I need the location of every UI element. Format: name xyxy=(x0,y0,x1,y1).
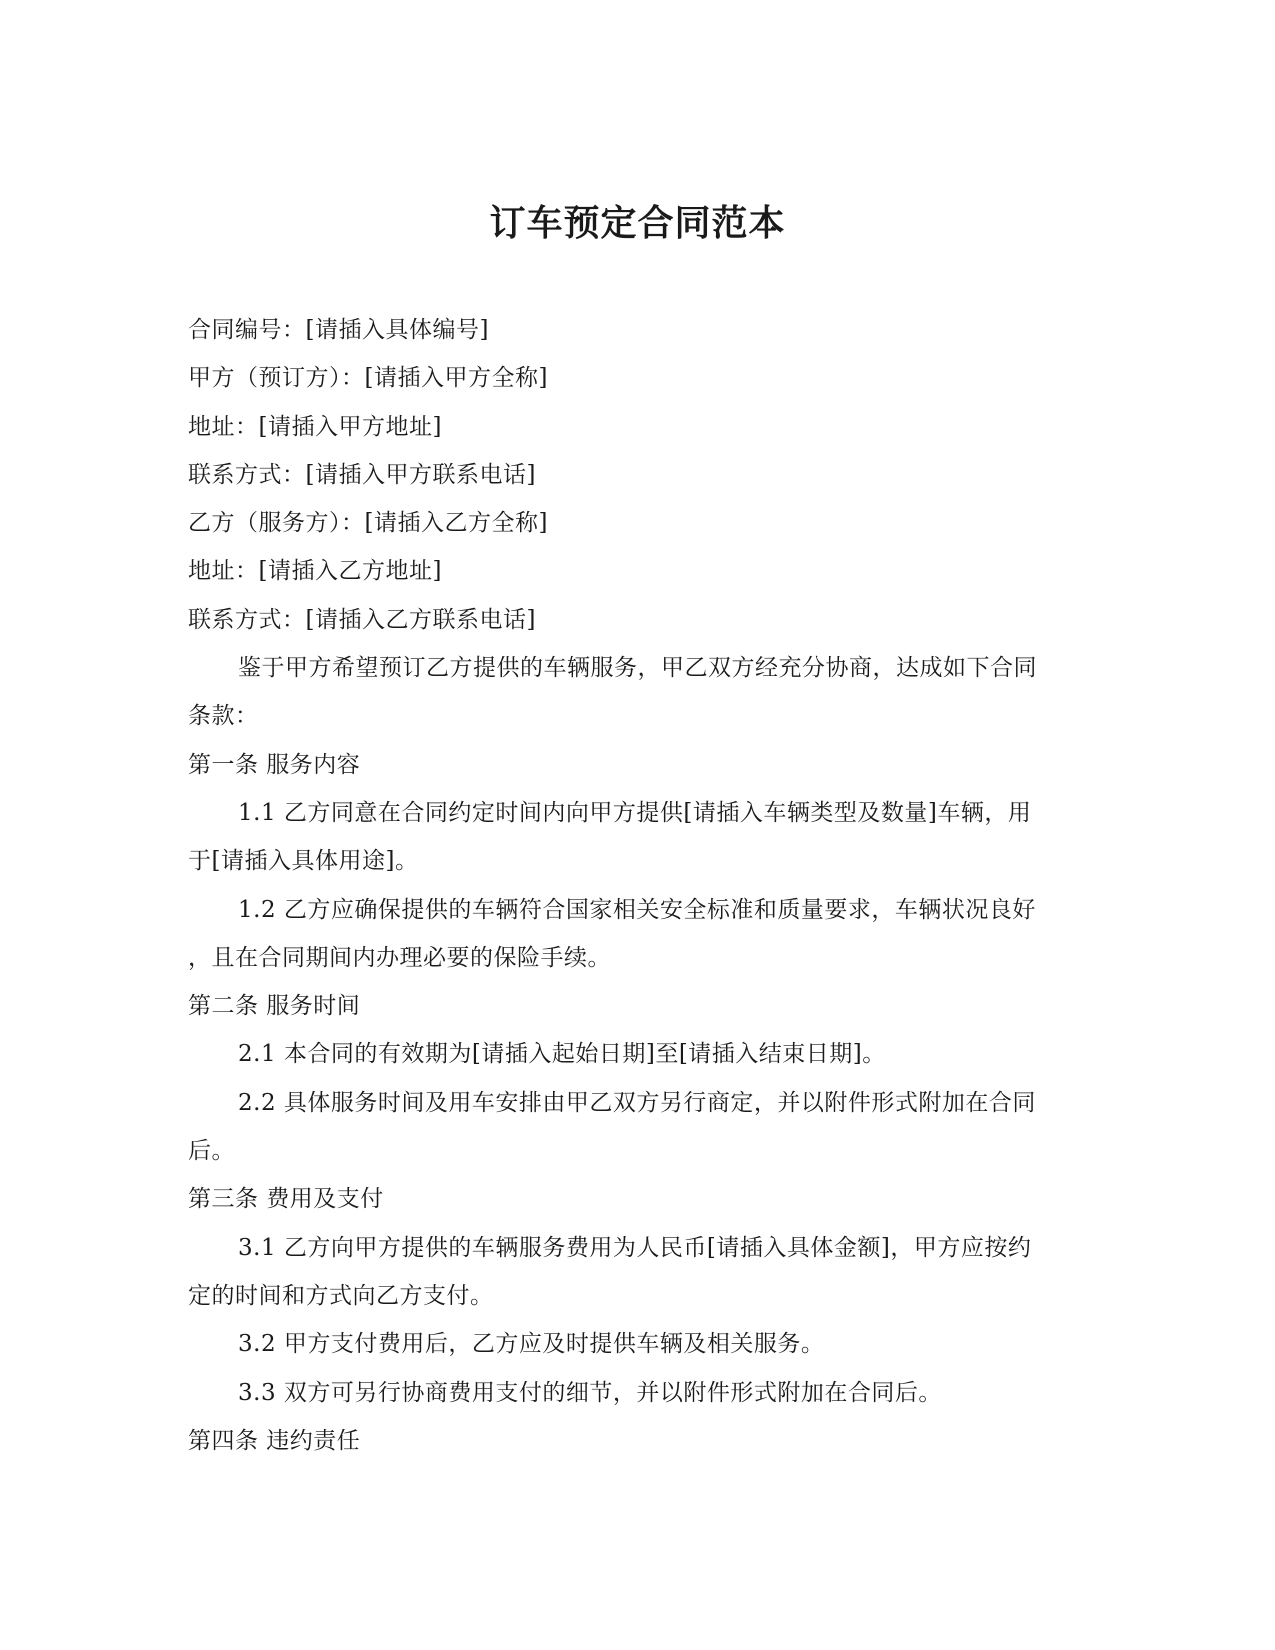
clause-3-1-line-1: 3.1 乙方向甲方提供的车辆服务费用为人民币[请插入具体金额]，甲方应按约 xyxy=(238,1234,1032,1261)
clause-1-1-line-2: 于[请插入具体用途]。 xyxy=(188,848,419,875)
party-a-name-line: 甲方（预订方）：[请插入甲方全称] xyxy=(188,365,548,392)
party-b-name-line: 乙方（服务方）：[请插入乙方全称] xyxy=(188,510,548,537)
preamble-line-2: 条款： xyxy=(188,703,259,730)
clause-2-2-line-2: 后。 xyxy=(188,1138,235,1165)
preamble-line-1: 鉴于甲方希望预订乙方提供的车辆服务，甲乙双方经充分协商，达成如下合同 xyxy=(238,655,1037,682)
party-a-address-line: 地址：[请插入甲方地址] xyxy=(188,413,442,440)
contract-number-line: 合同编号：[请插入具体编号] xyxy=(188,317,489,343)
clause-1-2-line-2: ，且在合同期间内办理必要的保险手续。 xyxy=(188,944,611,971)
document-title: 订车预定合同范本 xyxy=(489,202,786,244)
clause-2-1-line: 2.1 本合同的有效期为[请插入起始日期]至[请插入结束日期]。 xyxy=(238,1041,886,1068)
clause-3-3-line: 3.3 双方可另行协商费用支付的细节，并以附件形式附加在合同后。 xyxy=(238,1379,942,1406)
clause-2-2-line-1: 2.2 具体服务时间及用车安排由甲乙双方另行商定，并以附件形式附加在合同 xyxy=(238,1089,1036,1116)
article-1-heading: 第一条 服务内容 xyxy=(188,751,361,778)
party-b-address-line: 地址：[请插入乙方地址] xyxy=(188,558,442,585)
clause-3-1-line-2: 定的时间和方式向乙方支付。 xyxy=(188,1282,494,1309)
document-body xyxy=(188,306,1088,1465)
article-4-heading: 第四条 违约责任 xyxy=(188,1427,361,1454)
article-2-heading: 第二条 服务时间 xyxy=(188,993,361,1020)
clause-1-1-line-1: 1.1 乙方同意在合同约定时间内向甲方提供[请插入车辆类型及数量]车辆，用 xyxy=(238,799,1032,826)
clause-3-2-line: 3.2 甲方支付费用后，乙方应及时提供车辆及相关服务。 xyxy=(238,1331,825,1358)
clause-1-2-line-1: 1.2 乙方应确保提供的车辆符合国家相关安全标准和质量要求，车辆状况良好 xyxy=(238,896,1036,923)
article-3-heading: 第三条 费用及支付 xyxy=(188,1186,384,1213)
party-a-contact-line: 联系方式：[请插入甲方联系电话] xyxy=(188,461,536,488)
party-b-contact-line: 联系方式：[请插入乙方联系电话] xyxy=(188,606,536,633)
